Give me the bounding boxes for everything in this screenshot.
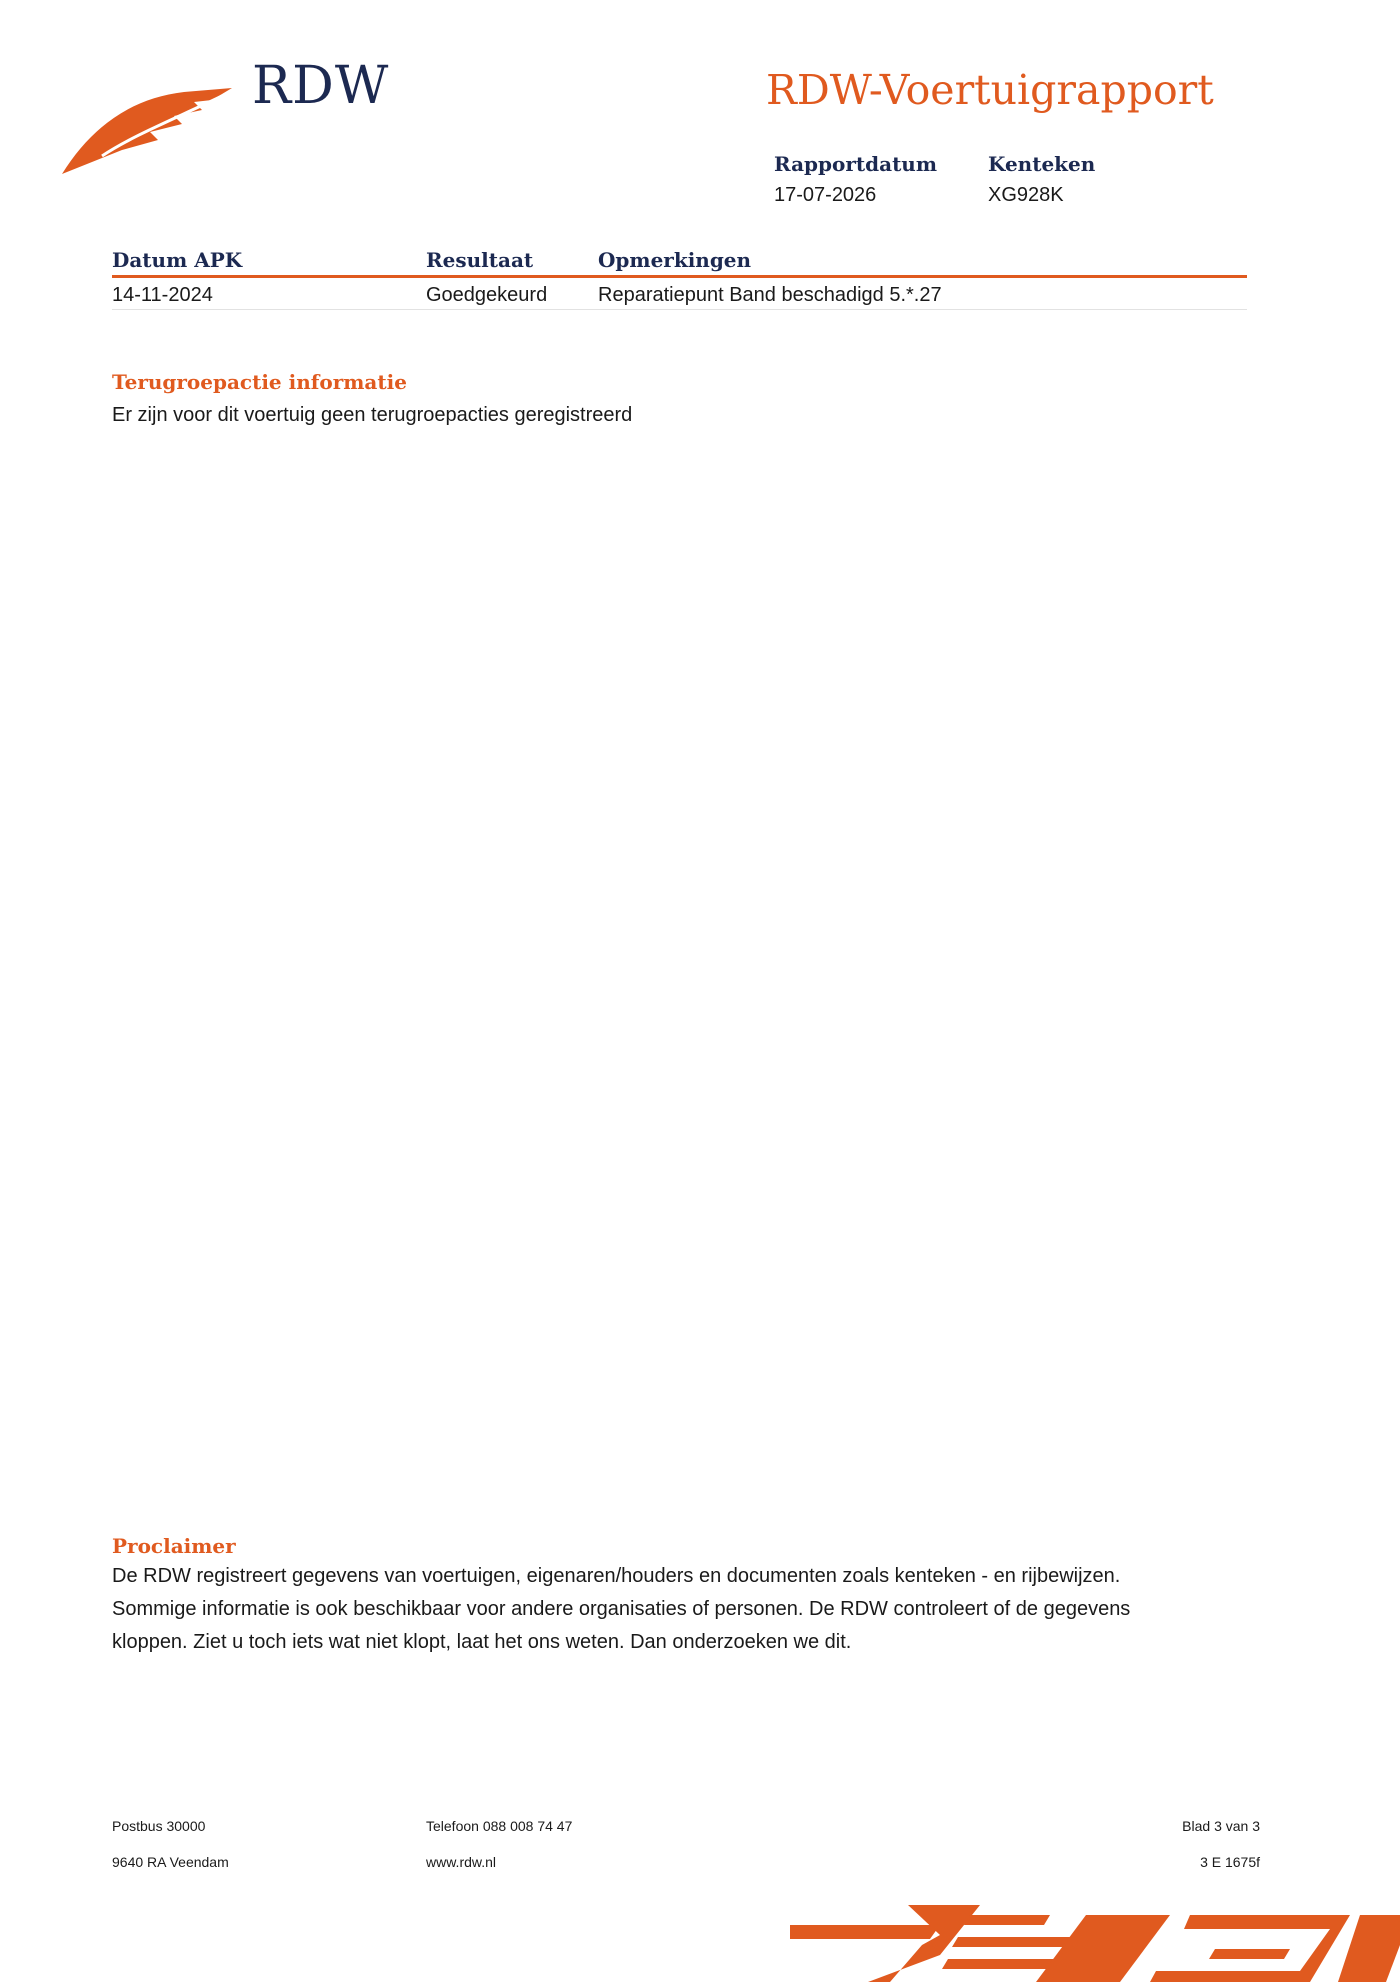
footer-stripes-icon xyxy=(790,1905,1400,1982)
footer-telefoon: Telefoon 088 008 74 47 xyxy=(426,1818,573,1834)
footer-website[interactable]: www.rdw.nl xyxy=(426,1854,497,1870)
footer-postbus: Postbus 30000 xyxy=(112,1818,206,1834)
column-header-datum-apk: Datum APK xyxy=(112,248,243,272)
footer-page-number: Blad 3 van 3 xyxy=(1182,1818,1260,1834)
cell-resultaat: Goedgekeurd xyxy=(426,284,548,306)
cell-opmerkingen: Reparatiepunt Band beschadigd 5.*.27 xyxy=(598,284,942,306)
kenteken-label: Kenteken xyxy=(988,152,1096,176)
kenteken-value: XG928K xyxy=(988,184,1064,206)
proclaimer-line: Sommige informatie is ook beschikbaar voor andere organisaties of personen. De RDW controleert of de gegevens xyxy=(112,1598,1131,1620)
rapportdatum-value: 17-07-2026 xyxy=(774,184,877,206)
footer-city: 9640 RA Veendam xyxy=(112,1854,229,1870)
column-header-opmerkingen: Opmerkingen xyxy=(598,248,752,272)
proclaimer-line: kloppen. Ziet u toch iets wat niet klopt, laat het ons weten. Dan onderzoeken we dit. xyxy=(112,1631,852,1653)
page-title: RDW-Voertuigrapport xyxy=(766,66,1214,114)
proclaimer-heading: Proclaimer xyxy=(112,1534,236,1558)
recall-text: Er zijn voor dit voertuig geen terugroepacties geregistreerd xyxy=(112,404,633,426)
rdw-arrow-logo-icon xyxy=(62,86,232,178)
proclaimer-paragraph xyxy=(112,1560,1252,1659)
table-header-rule xyxy=(112,275,1247,278)
column-header-resultaat: Resultaat xyxy=(426,248,534,272)
table-row-divider xyxy=(112,309,1247,310)
footer-document-code: 3 E 1675f xyxy=(1200,1854,1260,1870)
rdw-logo-text: RDW xyxy=(252,56,390,116)
proclaimer-line: De RDW registreert gegevens van voertuigen, eigenaren/houders en documenten zoals kenteken - en rijbewijzen. xyxy=(112,1565,1121,1587)
rapportdatum-label: Rapportdatum xyxy=(774,152,938,176)
recall-heading: Terugroepactie informatie xyxy=(112,370,407,394)
cell-datum-apk: 14-11-2024 xyxy=(112,284,213,306)
